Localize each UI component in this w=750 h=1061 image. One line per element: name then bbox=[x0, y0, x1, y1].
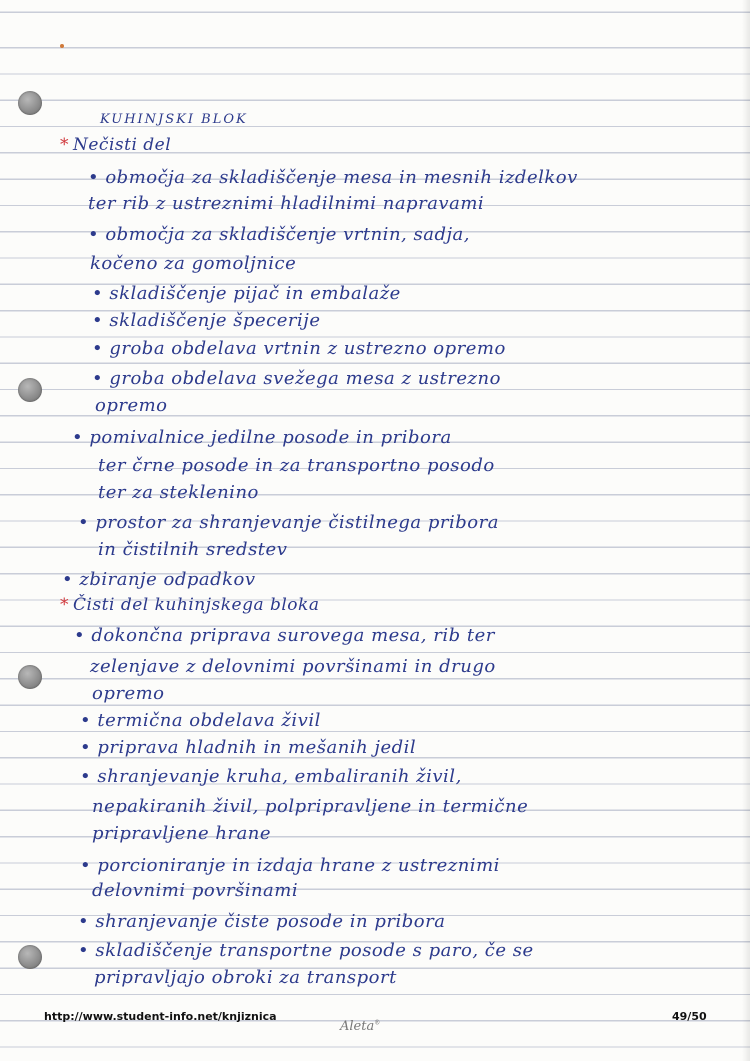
list-item: • zbiranje odpadkov bbox=[62, 569, 256, 590]
section-title-text: Nečisti del bbox=[73, 135, 172, 155]
section-title-text: Čisti del kuhinjskega bloka bbox=[73, 595, 320, 615]
list-item: • pomivalnice jedilne posode in pribora bbox=[72, 427, 452, 448]
list-item: ter črne posode in za transportno posodo bbox=[98, 455, 495, 476]
list-item: • skladiščenje transportne posode s paro, če se bbox=[78, 940, 534, 961]
brand-logo-text: Aleta bbox=[340, 1019, 375, 1034]
source-link[interactable]: http://www.student-info.net/knjiznica bbox=[44, 1010, 277, 1023]
punch-hole bbox=[18, 945, 42, 969]
list-item: • shranjevanje čiste posode in pribora bbox=[78, 911, 446, 932]
list-item: zelenjave z delovnimi površinami in drugo bbox=[90, 656, 496, 677]
list-item: • shranjevanje kruha, embaliranih živil, bbox=[80, 766, 462, 787]
punch-hole bbox=[18, 91, 42, 115]
list-item: • porcioniranje in izdaja hrane z ustreznimi bbox=[80, 855, 500, 876]
star-icon: * bbox=[60, 595, 69, 615]
punch-hole bbox=[18, 378, 42, 402]
punch-hole bbox=[18, 665, 42, 689]
list-item: • dokončna priprava surovega mesa, rib ter bbox=[74, 625, 495, 646]
list-item: in čistilnih sredstev bbox=[98, 539, 288, 560]
list-item: • termična obdelava živil bbox=[80, 710, 321, 731]
list-item: ter za steklenino bbox=[98, 482, 259, 503]
list-item: kočeno za gomoljnice bbox=[90, 253, 297, 274]
list-item: • območja za skladiščenje vrtnin, sadja, bbox=[88, 224, 471, 245]
page-edge-shadow bbox=[742, 0, 750, 1061]
list-item: ter rib z ustreznimi hladilnimi napravami bbox=[88, 193, 485, 214]
list-item: pripravljene hrane bbox=[92, 823, 272, 844]
list-item: • prostor za shranjevanje čistilnega pribora bbox=[78, 512, 499, 533]
page-heading: KUHINJSKI BLOK bbox=[100, 112, 248, 127]
list-item: nepakiranih živil, polpripravljene in termične bbox=[92, 796, 529, 817]
list-item: delovnimi površinami bbox=[92, 880, 299, 901]
section-title bbox=[60, 135, 171, 155]
section-title bbox=[60, 595, 319, 615]
list-item: • priprava hladnih in mešanih jedil bbox=[80, 737, 417, 758]
list-item: pripravljajo obroki za transport bbox=[94, 967, 397, 988]
list-item: opremo bbox=[95, 395, 168, 416]
list-item: • skladiščenje pijač in embalaže bbox=[92, 283, 401, 304]
list-item: • groba obdelava svežega mesa z ustrezno bbox=[92, 368, 501, 389]
star-icon: * bbox=[60, 135, 69, 155]
page-number: 49/50 bbox=[672, 1010, 707, 1023]
brand-logo: Aleta® bbox=[340, 1019, 381, 1034]
list-item: • groba obdelava vrtnin z ustrezno opremo bbox=[92, 338, 506, 359]
list-item: • skladiščenje špecerije bbox=[92, 310, 321, 331]
list-item: • območja za skladiščenje mesa in mesnih izdelkov bbox=[88, 167, 578, 188]
ink-spot bbox=[60, 44, 64, 48]
list-item: opremo bbox=[92, 683, 165, 704]
